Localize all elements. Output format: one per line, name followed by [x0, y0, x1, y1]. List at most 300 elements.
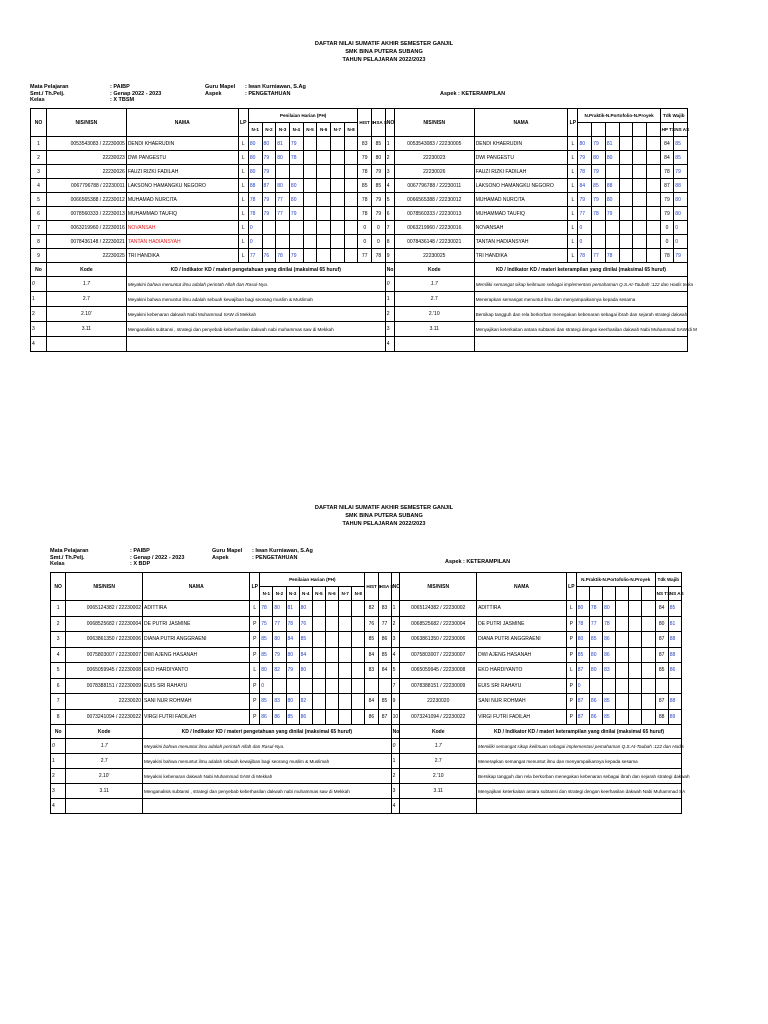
- col-n-2: N-2: [273, 587, 286, 601]
- header-year: TAHUN PELAJARAN 2022/2023: [342, 521, 426, 527]
- row-lp2: P: [566, 647, 576, 663]
- row-n-1: 85: [260, 647, 273, 663]
- row-nama2: DIANA PUTRI ANGGRAENI: [477, 632, 567, 648]
- row-praktik-6: [646, 207, 660, 221]
- row-lp2: P: [566, 678, 576, 694]
- row-n-3: [276, 221, 290, 235]
- row-nis: 0065124382 / 22230002: [66, 601, 143, 617]
- row-praktik-5: [629, 694, 642, 710]
- row-praktik-4: [619, 137, 633, 151]
- row-nis: 0063219960 / 22230016: [46, 221, 126, 235]
- row-nama: LAKSONO HAMANGKU NEGORO: [126, 179, 238, 193]
- row-n-1: 0: [248, 221, 262, 235]
- row-nama2: VIRGI FUTRI FADILAH: [477, 709, 567, 725]
- row-no: 5: [31, 193, 47, 207]
- row-nis2: 0067796788 / 22230011: [394, 179, 474, 193]
- row-n-4: 80: [289, 193, 303, 207]
- row-n-6: [317, 235, 331, 249]
- sheet-meta-left: [30, 84, 161, 104]
- row-no: 5: [51, 663, 66, 679]
- row-hist: 84: [365, 647, 378, 663]
- row-no: 3: [51, 632, 66, 648]
- row-nis2: 22230026: [394, 165, 474, 179]
- kd-col-desc: KD / Indikator KD / materi pengetahuan yang dinilai (maksimal 65 huruf): [143, 725, 392, 739]
- row-nama: NOVANSAH: [126, 221, 238, 235]
- row-lp2: P: [566, 632, 576, 648]
- row-v1: 87: [660, 179, 674, 193]
- sheet-meta-right: Aspek : KETERAMPILAN: [440, 91, 506, 97]
- col-praktik-5: [633, 123, 647, 137]
- row-nis2: 0063861350 / 22230006: [400, 632, 477, 648]
- row-praktik-5: [629, 632, 642, 648]
- row-n-5: [303, 165, 317, 179]
- row-praktik-5: [633, 137, 647, 151]
- row-praktik-6: [642, 709, 655, 725]
- kd-desc2: [474, 337, 687, 352]
- row-n-2: [262, 235, 276, 249]
- row-v2: 0: [674, 235, 688, 249]
- kd-desc2: [477, 799, 682, 814]
- row-lp2: P: [566, 694, 576, 710]
- row-praktik-3: 81: [605, 137, 619, 151]
- row-praktik-2: 78: [592, 207, 606, 221]
- row-n-7: [330, 193, 344, 207]
- row-v1: 87: [655, 694, 668, 710]
- kd-desc: Meyakini bahwa menuntut ilmu adalah sebuah kewajiban bagi seorang muslim & Muslimah: [126, 292, 385, 307]
- row-n-8: [344, 165, 358, 179]
- table-row: [31, 221, 688, 235]
- row-nama: TRI HANDIKA: [126, 249, 238, 263]
- row-hsas: 0: [372, 221, 386, 235]
- col-n-6: N-6: [325, 587, 338, 601]
- row-praktik-4: [616, 709, 629, 725]
- row-praktik-5: [629, 663, 642, 679]
- row-v1: [655, 678, 668, 694]
- row-nama2: TANTAN HADIANSYAH: [474, 235, 568, 249]
- row-hist: 78: [358, 165, 372, 179]
- kd-no2: 0: [391, 739, 400, 754]
- table-row: [51, 709, 682, 725]
- row-n-3: [286, 678, 299, 694]
- kd-col-no: No: [31, 263, 47, 277]
- row-praktik-6: [642, 678, 655, 694]
- row-n-4: 79: [289, 207, 303, 221]
- table-header-row: [31, 109, 688, 123]
- row-n-6: [325, 709, 338, 725]
- row-nis2: 0065059945 / 22230008: [400, 663, 477, 679]
- row-praktik-1: 85: [576, 647, 589, 663]
- kd-desc2: Menyajikan keterkaitan antara subtansi dan strategi dengan keerhasilan dakwah Nabi Muhammad SAW di M: [474, 322, 687, 337]
- kd-row: [51, 784, 682, 799]
- row-n-7: [330, 165, 344, 179]
- kd-col-kode2: Kode: [400, 725, 477, 739]
- row-n-8: [344, 249, 358, 263]
- row-n-2: 79: [262, 207, 276, 221]
- row-nis2: 22230025: [394, 249, 474, 263]
- col-hpts: NS TS: [655, 587, 668, 601]
- row-n-1: 85: [260, 694, 273, 710]
- grades-table: [30, 108, 697, 352]
- row-n-6: [317, 179, 331, 193]
- kelas-value: : X TBSM: [110, 97, 135, 104]
- row-praktik-5: [629, 678, 642, 694]
- col-n-3: N-3: [286, 587, 299, 601]
- row-nama2: DENDI KHAERUDIN: [474, 137, 568, 151]
- kd-row: [51, 799, 682, 814]
- row-n-2: 83: [273, 694, 286, 710]
- row-n-3: 77: [276, 207, 290, 221]
- col-praktik-4: [616, 587, 629, 601]
- row-n-3: 80: [276, 179, 290, 193]
- kd-desc: Meyakini bahwa menuntut ilmu adalah perintah Allah dan Rasul-Nya.: [143, 739, 392, 754]
- kd-no: 2: [31, 307, 47, 322]
- row-n-8: [344, 207, 358, 221]
- row-n-4: [289, 221, 303, 235]
- kd-desc2: Bersikap tangguh dan rela berkorban menegakan kebenaran sebagai ibrah dan sejarah strategi dakwah: [477, 769, 682, 784]
- row-no: 4: [31, 179, 47, 193]
- table-row: [31, 151, 688, 165]
- kd-desc: [126, 337, 385, 352]
- row-praktik-1: 0: [576, 678, 589, 694]
- row-praktik-1: 80: [576, 601, 589, 617]
- row-hsas: 77: [378, 616, 391, 632]
- row-n-5: [312, 601, 325, 617]
- row-nis2: 0078388151 / 22230009: [400, 678, 477, 694]
- kd-desc: Meyakini kebenaran dakwah Nabi Muhammad SAW di Mekkah: [126, 307, 385, 322]
- row-n-6: [317, 193, 331, 207]
- row-v2: 89: [668, 709, 681, 725]
- col-praktik-1: [576, 587, 589, 601]
- row-v1: 0: [660, 221, 674, 235]
- row-hsas: 83: [378, 601, 391, 617]
- row-nama2: FAUZI RIZKI FADILAH: [474, 165, 568, 179]
- col-n-2: N-2: [262, 123, 276, 137]
- row-praktik-1: 84: [578, 179, 592, 193]
- row-n-2: 79: [273, 647, 286, 663]
- row-praktik-4: [619, 207, 633, 221]
- row-praktik-4: [616, 647, 629, 663]
- row-hist: 78: [358, 193, 372, 207]
- row-praktik-5: [629, 709, 642, 725]
- col-praktik: N.Praktik-N.Portofolio-N.Proyek: [578, 109, 660, 123]
- row-n-8: [344, 137, 358, 151]
- row-praktik-4: [616, 663, 629, 679]
- row-nis: 0078388151 / 22230009: [66, 678, 143, 694]
- row-hsas: 79: [372, 207, 386, 221]
- header-school: SMK BINA PUTERA SUBANG: [345, 49, 423, 55]
- row-praktik-2: 80: [589, 663, 602, 679]
- row-n-6: [325, 601, 338, 617]
- row-n-2: 79: [262, 193, 276, 207]
- row-praktik-2: 85: [592, 179, 606, 193]
- row-praktik-1: 87: [576, 663, 589, 679]
- table-row: [51, 663, 682, 679]
- row-n-1: 86: [260, 709, 273, 725]
- row-n-5: [303, 207, 317, 221]
- row-n-1: 78: [248, 207, 262, 221]
- row-nama2: LAKSONO HAMANGKU NEGORO: [474, 179, 568, 193]
- row-nis2: 22230020: [400, 694, 477, 710]
- kd-desc: Meyakini kebenaran dakwah Nabi Muhammad SAW di Mekkah: [143, 769, 392, 784]
- row-hsas: 84: [378, 663, 391, 679]
- kd-kode2: [394, 337, 474, 352]
- smt-value: : Genap 2022 - 2023: [110, 90, 162, 97]
- row-n-3: 78: [276, 249, 290, 263]
- kd-col-desc: KD / Indikator KD / materi pengetahuan yang dinilai (maksimal 65 huruf): [126, 263, 385, 277]
- row-no: 7: [51, 694, 66, 710]
- kd-no: 0: [31, 277, 47, 292]
- row-praktik-6: [646, 235, 660, 249]
- row-no2: 4: [385, 179, 394, 193]
- row-n-3: 81: [286, 601, 299, 617]
- kd-row: [31, 292, 688, 307]
- row-praktik-6: [646, 249, 660, 263]
- row-no2: 2: [391, 616, 400, 632]
- row-praktik-3: 86: [603, 647, 616, 663]
- row-n-7: [339, 616, 352, 632]
- row-nama: EUIS SRI RAHAYU: [143, 678, 250, 694]
- row-n-4: [289, 165, 303, 179]
- row-praktik-1: 77: [578, 207, 592, 221]
- row-praktik-3: 80: [605, 151, 619, 165]
- row-n-1: 80: [260, 663, 273, 679]
- kd-header-row: [51, 725, 682, 739]
- row-nama2: EKO HARDIYANTO: [477, 663, 567, 679]
- row-nama: MUHAMAD NURCITA: [126, 193, 238, 207]
- row-n-7: [330, 221, 344, 235]
- col-hpts: HP TS: [660, 123, 674, 137]
- row-praktik-4: [616, 616, 629, 632]
- kd-desc2: Bersikap tangguh dan rela berkorban menegakan kebenaran sebagai ibrah dan sejarah strategi dakwah: [474, 307, 687, 322]
- row-n-7: [339, 663, 352, 679]
- smt-value: : Genap / 2022 - 2023: [130, 554, 185, 561]
- row-praktik-2: 78: [589, 601, 602, 617]
- smt-label: Smt./ Th.Pelj.: [50, 554, 85, 561]
- col-n-1: N-1: [248, 123, 262, 137]
- row-praktik-2: 79: [592, 137, 606, 151]
- kelas-value: : X BDP: [130, 561, 151, 568]
- row-nis: 0075803007 / 22230007: [66, 647, 143, 663]
- row-nama: ADITTIRA: [143, 601, 250, 617]
- kd-no: 1: [31, 292, 47, 307]
- row-n-5: [312, 678, 325, 694]
- kd-no2: 4: [391, 799, 400, 814]
- row-n-7: [339, 709, 352, 725]
- row-praktik-6: [642, 647, 655, 663]
- row-praktik-2: [592, 235, 606, 249]
- row-praktik-3: 86: [603, 632, 616, 648]
- row-v2: 79: [674, 165, 688, 179]
- row-n-4: 80: [289, 179, 303, 193]
- col-nis: NIS/NISN: [66, 573, 143, 601]
- row-n-6: [317, 221, 331, 235]
- kd-no: 3: [51, 784, 66, 799]
- row-lp: L: [250, 663, 260, 679]
- row-hsas: [378, 678, 391, 694]
- row-n-4: 86: [299, 709, 312, 725]
- sheet-header: [0, 40, 768, 64]
- row-praktik-2: 79: [592, 165, 606, 179]
- row-praktik-4: [619, 249, 633, 263]
- row-nis2: 22230023: [394, 151, 474, 165]
- row-n-3: 78: [286, 616, 299, 632]
- row-nama2: DE PUTRI JASMINE: [477, 616, 567, 632]
- kd-col-no2: No: [385, 263, 394, 277]
- row-lp2: L: [568, 165, 578, 179]
- row-hsas: 80: [372, 151, 386, 165]
- kd-col-desc2: KD / Indikator KD / materi keterampilan yang dinilai (maksimal 65 huruf): [477, 725, 682, 739]
- col-praktik-2: [592, 123, 606, 137]
- kd-no: 4: [51, 799, 66, 814]
- row-n-5: [303, 249, 317, 263]
- col-praktik-3: [603, 587, 616, 601]
- col-n-4: N-4: [289, 123, 303, 137]
- kd-kode: 3.11: [46, 322, 126, 337]
- kd-desc: Meyakini bahwa menuntut ilmu adalah sebuah kewajiban bagi seorang muslim & Muslimah: [143, 754, 392, 769]
- row-nis2: 0053543083 / 22230005: [394, 137, 474, 151]
- col-hsas: HSA S: [378, 573, 391, 601]
- row-n-2: 80: [262, 137, 276, 151]
- row-n-8: [352, 709, 365, 725]
- row-praktik-3: 79: [605, 207, 619, 221]
- row-lp2: L: [566, 601, 576, 617]
- row-praktik-5: [633, 165, 647, 179]
- kd-no2: 3: [385, 322, 394, 337]
- col-n-4: N-4: [299, 587, 312, 601]
- row-n-4: 82: [299, 694, 312, 710]
- row-n-4: 80: [299, 663, 312, 679]
- row-praktik-1: 80: [576, 632, 589, 648]
- row-hsas: 79: [372, 165, 386, 179]
- kd-kode: [66, 799, 143, 814]
- col-praktik-2: [589, 587, 602, 601]
- row-hist: 84: [365, 694, 378, 710]
- col-praktik-6: [646, 123, 660, 137]
- row-hist: 85: [358, 179, 372, 193]
- row-praktik-2: 77: [592, 249, 606, 263]
- row-n-7: [330, 235, 344, 249]
- kd-desc: Menganalisis subtansi , strategi dan penyebab keberhasilan dakwah nabi muhammas saw di Mekkah: [126, 322, 385, 337]
- row-no2: 5: [385, 193, 394, 207]
- kd-kode: 2.7: [46, 292, 126, 307]
- kd-kode: 2.7: [66, 754, 143, 769]
- row-praktik-6: [646, 179, 660, 193]
- row-v2: 86: [668, 663, 681, 679]
- col-praktik-5: [629, 587, 642, 601]
- row-praktik-4: [616, 678, 629, 694]
- row-no2: 6: [385, 207, 394, 221]
- row-hist: 76: [365, 616, 378, 632]
- row-praktik-2: 80: [589, 647, 602, 663]
- row-nis2: 0078436148 / 22230021: [394, 235, 474, 249]
- row-v2: 88: [668, 647, 681, 663]
- table-row: [31, 207, 688, 221]
- row-nis: 0068525682 / 22230004: [66, 616, 143, 632]
- row-lp2: L: [568, 249, 578, 263]
- row-praktik-3: 85: [603, 709, 616, 725]
- col-praktik-1: [578, 123, 592, 137]
- guru-value: : Iwan Kurniawan, S.Ag: [245, 84, 306, 90]
- row-n-6: [317, 165, 331, 179]
- row-no: 8: [31, 235, 47, 249]
- row-v1: 0: [660, 235, 674, 249]
- row-nama: SANI NUR ROHMAH: [143, 694, 250, 710]
- row-nis2: 0068525682 / 22230004: [400, 616, 477, 632]
- row-nama2: MUHAMMAD TAUFIQ: [474, 207, 568, 221]
- row-lp: L: [238, 137, 248, 151]
- aspek-label: Aspek: [205, 90, 222, 97]
- row-v1: 84: [660, 137, 674, 151]
- row-n-1: 75: [260, 616, 273, 632]
- row-v2: 0: [674, 221, 688, 235]
- row-n-7: [330, 137, 344, 151]
- kd-desc2: Menyajikan keterkaitan antara subtansi dan strategi dengan keerhasilan dakwah Nabi Muhammad SA: [477, 784, 682, 799]
- row-n-2: 86: [273, 709, 286, 725]
- row-n-6: [317, 151, 331, 165]
- col-nama: NAMA: [143, 573, 250, 601]
- row-n-8: [352, 601, 365, 617]
- col-hsas: HSA S: [372, 109, 386, 137]
- kd-row: [31, 337, 688, 352]
- row-praktik-1: 80: [578, 137, 592, 151]
- row-lp: P: [250, 647, 260, 663]
- row-praktik-4: [619, 193, 633, 207]
- row-n-2: 79: [262, 165, 276, 179]
- guru-label: Guru Mapel: [205, 84, 236, 90]
- row-n-8: [344, 235, 358, 249]
- row-n-5: [303, 193, 317, 207]
- row-praktik-2: 86: [589, 709, 602, 725]
- row-n-6: [317, 207, 331, 221]
- table-row: [31, 137, 688, 151]
- row-hsas: 78: [372, 249, 386, 263]
- row-hist: 86: [365, 709, 378, 725]
- row-lp: P: [250, 632, 260, 648]
- kd-desc: Meyakini bahwa menuntut ilmu adalah perintah Allah dan Rasul-Nya.: [126, 277, 385, 292]
- kd-desc2: Memiliki semangat sikap keilmuan sebagai implementasi pemahaman Q.S.At-Taubah :122 dan Hadis terka: [474, 277, 687, 292]
- row-n-6: [325, 694, 338, 710]
- kd-no: 1: [51, 754, 66, 769]
- row-v2: 80: [674, 207, 688, 221]
- kelas-label: Kelas: [50, 561, 65, 568]
- row-nama2: TRI HANDIKA: [474, 249, 568, 263]
- row-praktik-1: 78: [576, 616, 589, 632]
- row-n-6: [317, 137, 331, 151]
- row-praktik-6: [642, 601, 655, 617]
- row-n-1: 80: [248, 151, 262, 165]
- header-school: SMK BINA PUTERA SUBANG: [345, 513, 423, 519]
- row-nis2: 0063219960 / 22230016: [394, 221, 474, 235]
- col-no: NO: [31, 109, 47, 137]
- row-n-7: [330, 179, 344, 193]
- smt-label: Smt./ Th.Pelj.: [30, 90, 65, 97]
- row-v2: 85: [674, 137, 688, 151]
- grades-table: [50, 572, 690, 814]
- kelas-label: Kelas: [30, 97, 45, 104]
- row-n-3: 80: [276, 151, 290, 165]
- row-n-8: [352, 663, 365, 679]
- row-no2: 7: [391, 678, 400, 694]
- row-v2: [668, 678, 681, 694]
- row-praktik-4: [619, 165, 633, 179]
- row-nama2: EUIS SRI RAHAYU: [477, 678, 567, 694]
- row-n-7: [339, 632, 352, 648]
- row-n-1: 77: [248, 249, 262, 263]
- row-praktik-5: [629, 601, 642, 617]
- row-praktik-4: [616, 601, 629, 617]
- row-hsas: 85: [372, 179, 386, 193]
- row-n-4: [289, 235, 303, 249]
